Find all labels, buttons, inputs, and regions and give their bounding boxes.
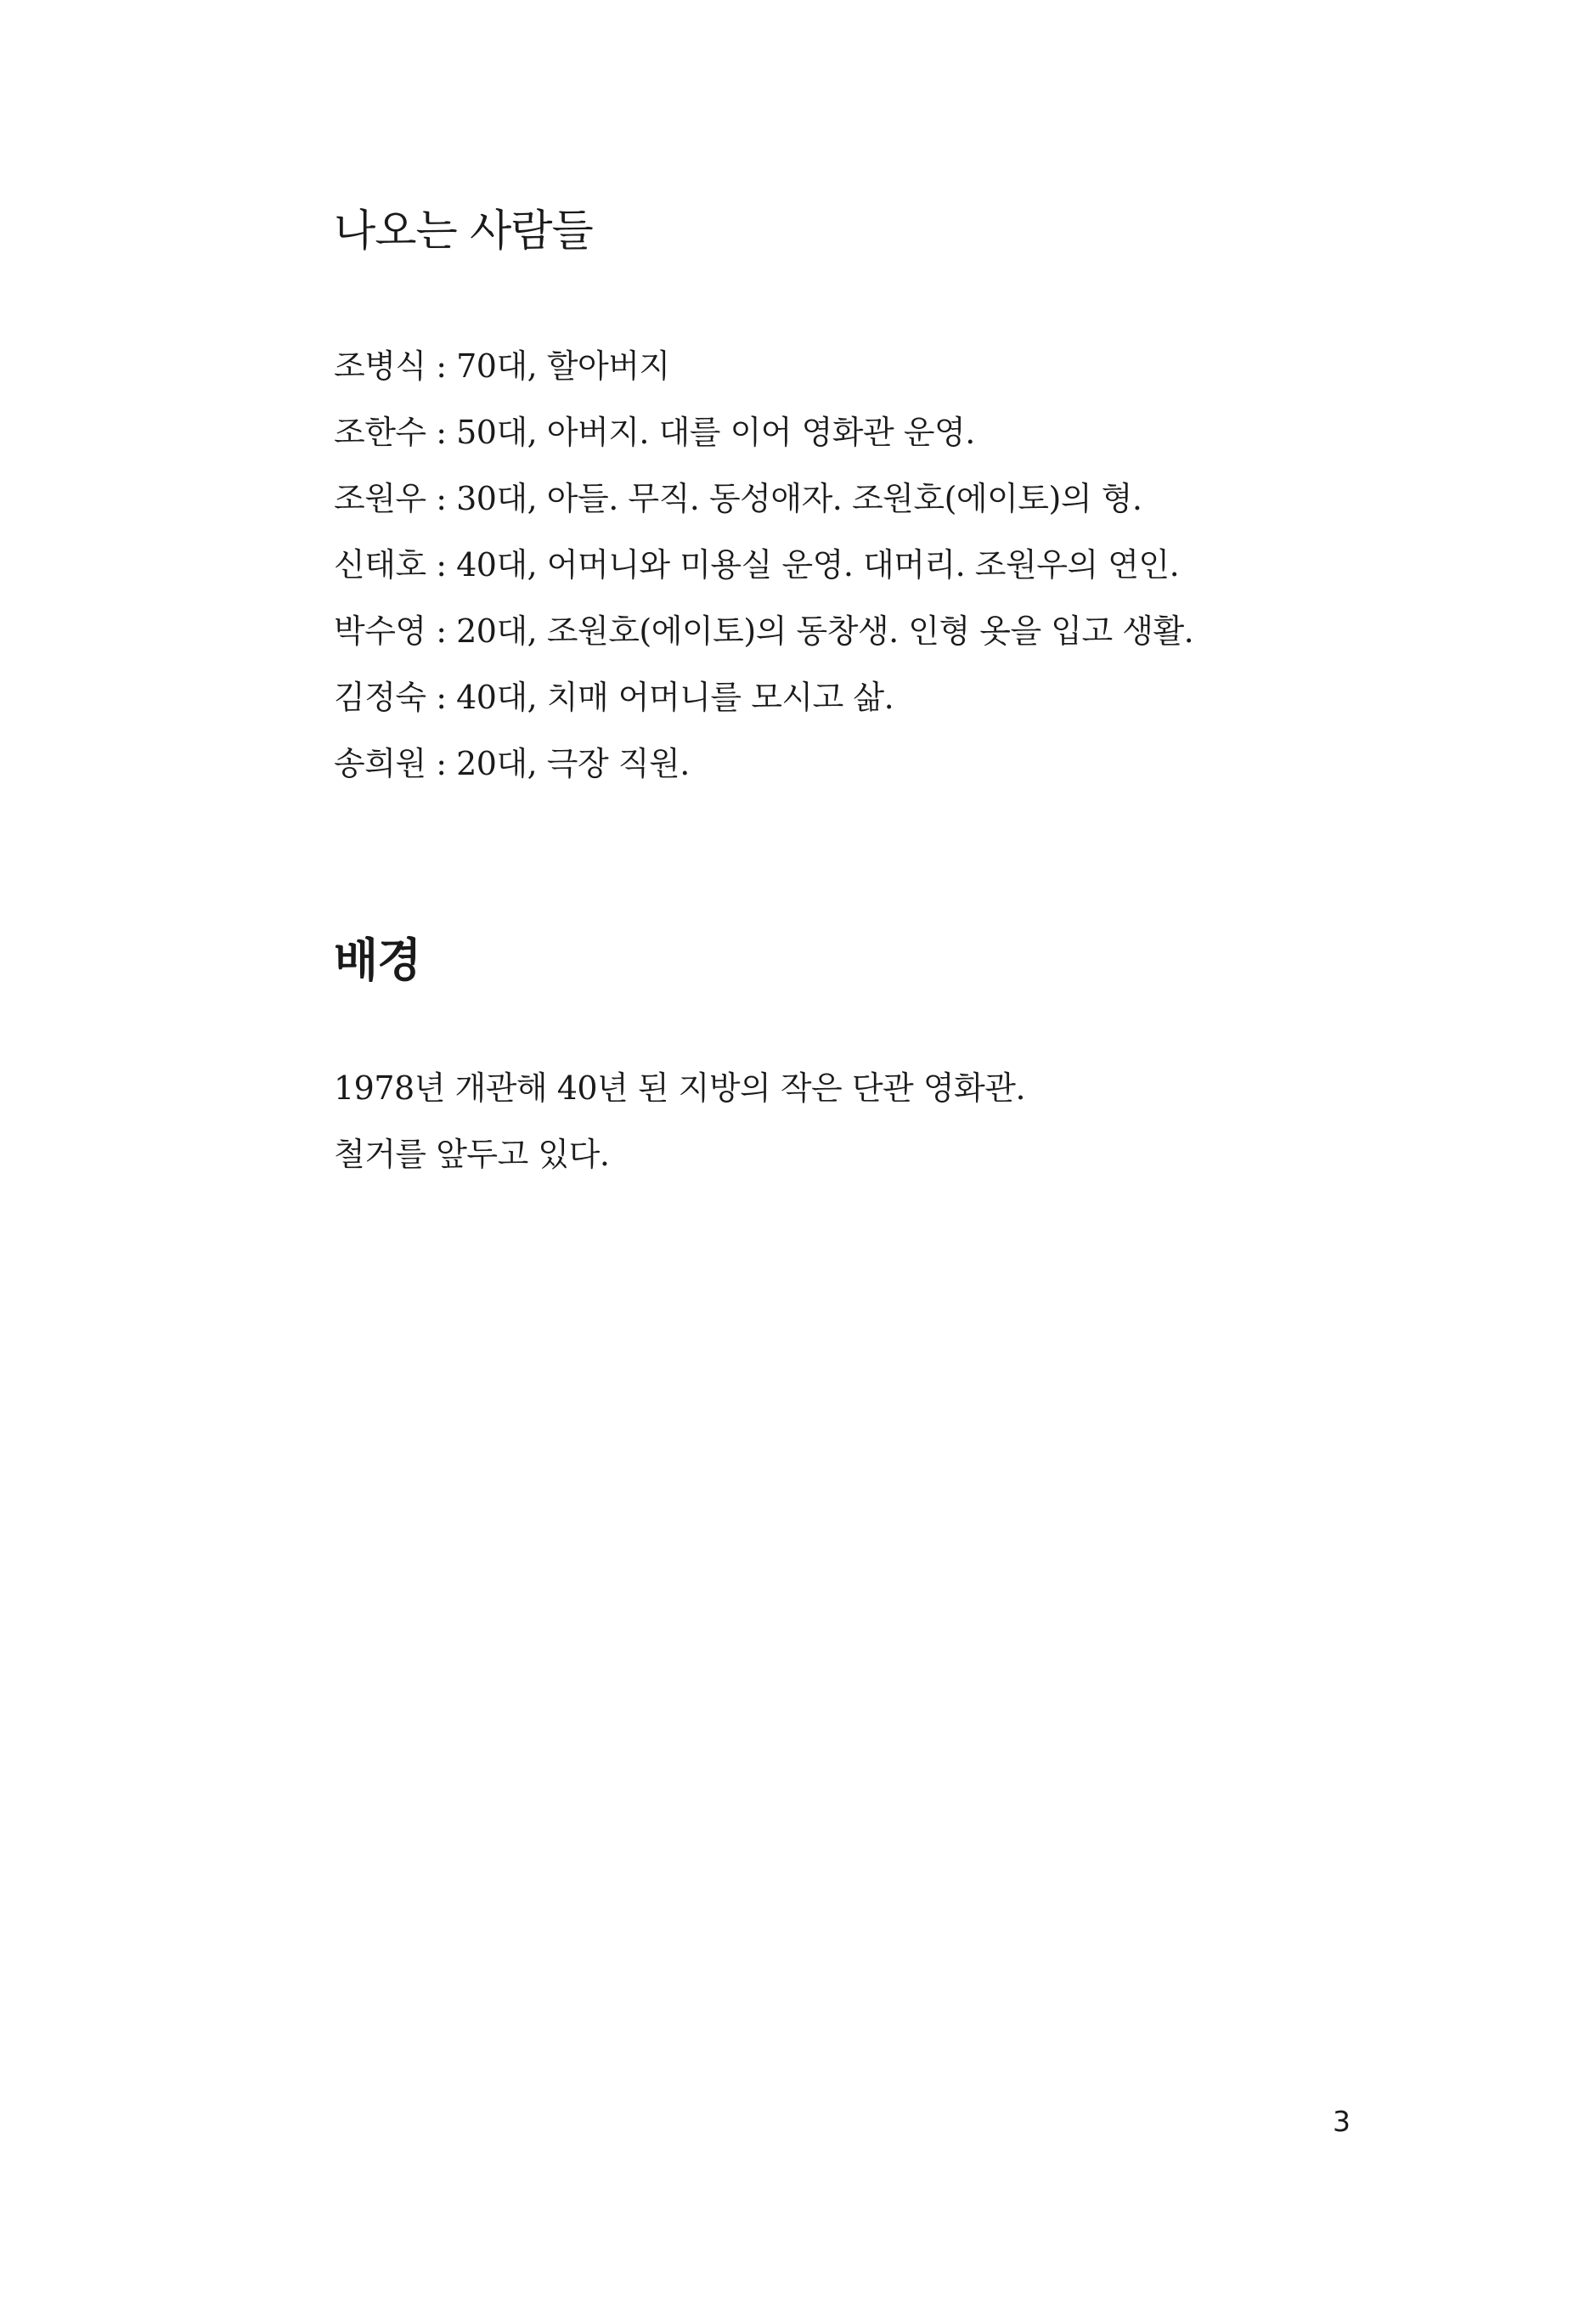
cast-entry: 김정숙 : 40대, 치매 어머니를 모시고 삶. [334, 679, 894, 716]
cast-entry: 송희원 : 20대, 극장 직원. [334, 745, 690, 782]
background-line: 1978년 개관해 40년 된 지방의 작은 단관 영화관. [334, 1069, 1026, 1107]
background-line: 철거를 앞두고 있다. [334, 1136, 610, 1173]
cast-entry: 조병식 : 70대, 할아버지 [334, 347, 670, 385]
background-description [334, 1055, 1025, 1187]
cast-section-title: 나오는 사람들 [334, 206, 593, 257]
cast-entry: 신태호 : 40대, 어머니와 미용실 운영. 대머리. 조원우의 연인. [334, 546, 1180, 584]
cast-entry: 조원우 : 30대, 아들. 무직. 동성애자. 조원호(에이토)의 형. [334, 480, 1142, 517]
cast-entry: 조한수 : 50대, 아버지. 대를 이어 영화관 운영. [334, 414, 975, 451]
background-section-title: 배경 [334, 934, 421, 987]
cast-entry: 박수영 : 20대, 조원호(에이토)의 동창생. 인형 옷을 입고 생활. [334, 612, 1194, 650]
page-number: 3 [1333, 2105, 1351, 2138]
cast-list [334, 333, 1193, 797]
